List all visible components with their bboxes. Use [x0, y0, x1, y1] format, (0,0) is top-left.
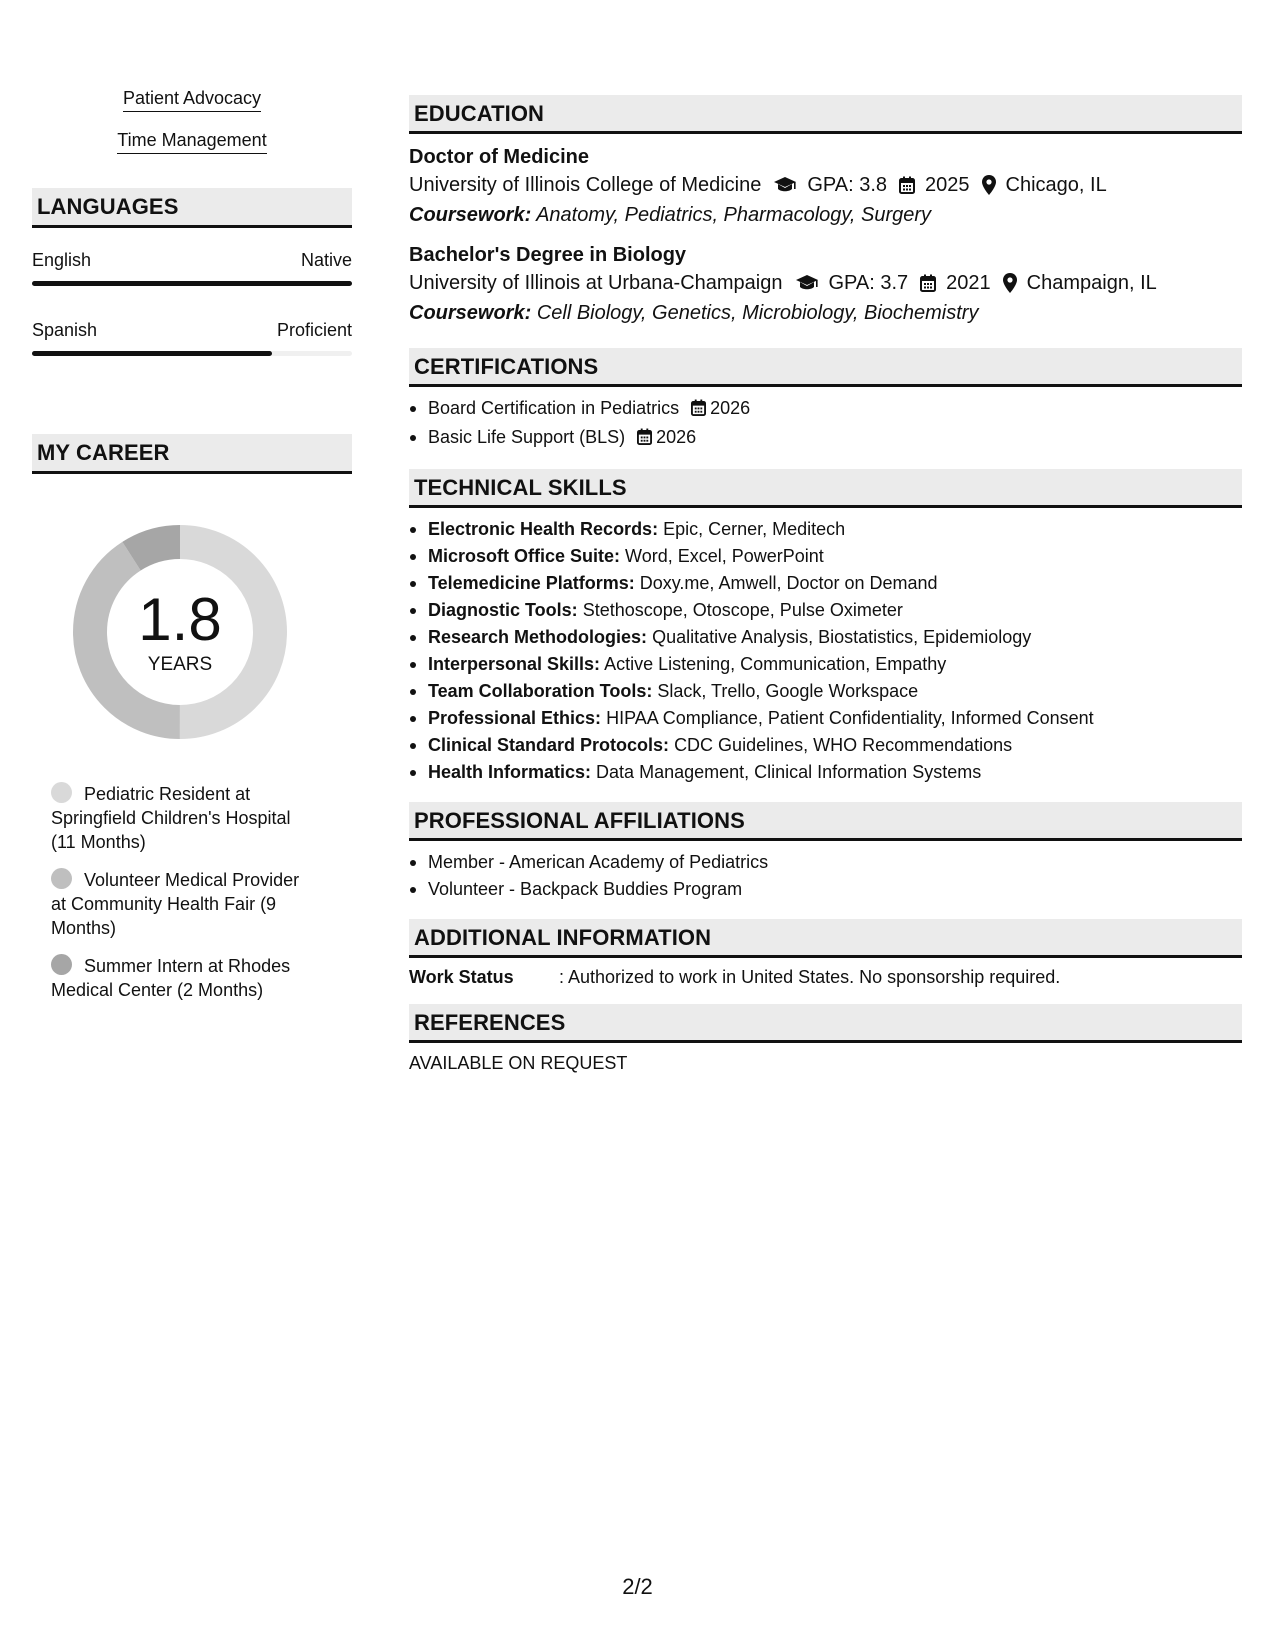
school-location: Chicago, IL [1005, 174, 1107, 196]
skill-label: Professional Ethics: [428, 708, 602, 728]
calendar-icon [637, 426, 652, 453]
affiliation-item: Volunteer - Backpack Buddies Program [409, 876, 1242, 903]
career-legend-dot [51, 954, 72, 975]
career-legend-dot [51, 868, 72, 889]
skill-label: Research Methodologies: [428, 627, 648, 647]
work-status-row [409, 964, 1242, 990]
skill-item [409, 705, 1242, 732]
graduation-year: 2021 [946, 272, 991, 294]
additional-info-heading: ADDITIONAL INFORMATION [409, 919, 1242, 958]
degree-title: Bachelor's Degree in Biology [409, 244, 687, 266]
soft-skill-item: Time Management [117, 130, 266, 154]
school-name: University of Illinois at Urbana-Champaign [409, 272, 783, 294]
skill-label: Electronic Health Records: [428, 519, 659, 539]
certifications-list [409, 395, 1242, 453]
language-proficiency-fill [32, 281, 352, 286]
career-list [32, 782, 302, 1002]
skill-value: Doxy.me, Amwell, Doctor on Demand [639, 573, 938, 593]
work-status-label: Work Status [409, 967, 514, 987]
career-total-years: 1.8 [138, 586, 222, 653]
career-item [51, 782, 302, 854]
main-content [409, 95, 1242, 1074]
skill-label: Diagnostic Tools: [428, 600, 578, 620]
skill-value: Stethoscope, Otoscope, Pulse Oximeter [582, 600, 903, 620]
career-total-unit: YEARS [147, 654, 213, 675]
page-number: 2/2 [622, 1574, 653, 1599]
language-level: Proficient [276, 320, 352, 340]
career-item-text: Summer Intern at Rhodes Medical Center (2 Months) [51, 956, 291, 1000]
calendar-icon [899, 176, 915, 194]
coursework-label: Coursework: [409, 204, 532, 226]
skill-value: Data Management, Clinical Information Systems [596, 762, 982, 782]
skill-label: Health Informatics: [428, 762, 592, 782]
career-heading: MY CAREER [32, 434, 352, 474]
skill-value: Word, Excel, PowerPoint [625, 546, 824, 566]
language-proficiency-bar [32, 281, 352, 286]
coursework-list: Anatomy, Pediatrics, Pharmacology, Surgery [536, 204, 932, 226]
skill-item [409, 543, 1242, 570]
gpa-text: GPA: 3.7 [828, 272, 909, 294]
certification-year: 2026 [656, 427, 697, 447]
languages-heading: LANGUAGES [32, 188, 352, 228]
skill-label: Microsoft Office Suite: [428, 546, 621, 566]
language-item [32, 250, 352, 286]
career-legend-dot [51, 782, 72, 803]
coursework-label: Coursework: [409, 302, 532, 324]
skill-value: Qualitative Analysis, Biostatistics, Epidemiology [652, 627, 1032, 647]
skill-label: Interpersonal Skills: [428, 654, 601, 674]
language-proficiency-fill [32, 351, 272, 356]
career-item [51, 868, 302, 940]
skill-item [409, 651, 1242, 678]
certification-item [409, 395, 1242, 424]
degree-title: Doctor of Medicine [409, 146, 590, 168]
career-donut-chart [66, 518, 294, 746]
technical-skills-heading: TECHNICAL SKILLS [409, 469, 1242, 508]
soft-skill-item: Patient Advocacy [123, 88, 261, 112]
language-item [32, 320, 352, 356]
certifications-heading: CERTIFICATIONS [409, 348, 1242, 387]
skill-value: CDC Guidelines, WHO Recommendations [674, 735, 1013, 755]
coursework-list: Cell Biology, Genetics, Microbiology, Biochemistry [536, 302, 979, 324]
soft-skills-list [32, 88, 352, 154]
skill-item [409, 597, 1242, 624]
map-pin-icon [982, 175, 996, 195]
language-name: Spanish [32, 320, 98, 340]
skill-label: Telemedicine Platforms: [428, 573, 635, 593]
career-section [32, 434, 352, 1002]
certification-item [409, 424, 1242, 453]
affiliations-list [409, 849, 1242, 903]
skill-item [409, 570, 1242, 597]
sidebar [32, 88, 352, 1016]
certification-name: Basic Life Support (BLS) [428, 427, 626, 447]
references-heading: REFERENCES [409, 1004, 1242, 1043]
gpa-text: GPA: 3.8 [807, 174, 888, 196]
skill-item [409, 516, 1242, 543]
language-proficiency-bar [32, 351, 352, 356]
language-level: Native [300, 250, 352, 270]
calendar-icon [691, 397, 706, 424]
references-text: AVAILABLE ON REQUEST [409, 1053, 628, 1073]
calendar-icon [920, 274, 936, 292]
certification-year: 2026 [710, 398, 751, 418]
skill-value: HIPAA Compliance, Patient Confidentiality, Informed Consent [606, 708, 1094, 728]
skill-label: Team Collaboration Tools: [428, 681, 653, 701]
affiliation-item: Member - American Academy of Pediatrics [409, 849, 1242, 876]
education-item [409, 144, 1242, 230]
school-location: Champaign, IL [1026, 272, 1157, 294]
skill-item [409, 759, 1242, 786]
skill-value: Slack, Trello, Google Workspace [657, 681, 919, 701]
skill-item [409, 732, 1242, 759]
career-item-text: Volunteer Medical Provider at Community Health Fair (9 Months) [51, 870, 300, 938]
affiliations-heading: PROFESSIONAL AFFILIATIONS [409, 802, 1242, 841]
work-status-value: : Authorized to work in United States. No sponsorship required. [559, 967, 1061, 987]
education-list [409, 134, 1242, 328]
career-item [51, 954, 302, 1002]
skill-item [409, 678, 1242, 705]
skill-value: Epic, Cerner, Meditech [663, 519, 846, 539]
map-pin-icon [1003, 273, 1017, 293]
skill-item [409, 624, 1242, 651]
graduation-cap-icon [773, 176, 797, 194]
education-heading: EDUCATION [409, 95, 1242, 134]
education-item [409, 242, 1242, 328]
career-item-text: Pediatric Resident at Springfield Children's Hospital (11 Months) [51, 784, 291, 852]
graduation-cap-icon [795, 274, 819, 292]
technical-skills-list [409, 516, 1242, 786]
skill-value: Active Listening, Communication, Empathy [604, 654, 947, 674]
school-name: University of Illinois College of Medicine [409, 174, 762, 196]
skill-label: Clinical Standard Protocols: [428, 735, 670, 755]
language-name: English [32, 250, 92, 270]
certification-name: Board Certification in Pediatrics [428, 398, 680, 418]
graduation-year: 2025 [925, 174, 970, 196]
